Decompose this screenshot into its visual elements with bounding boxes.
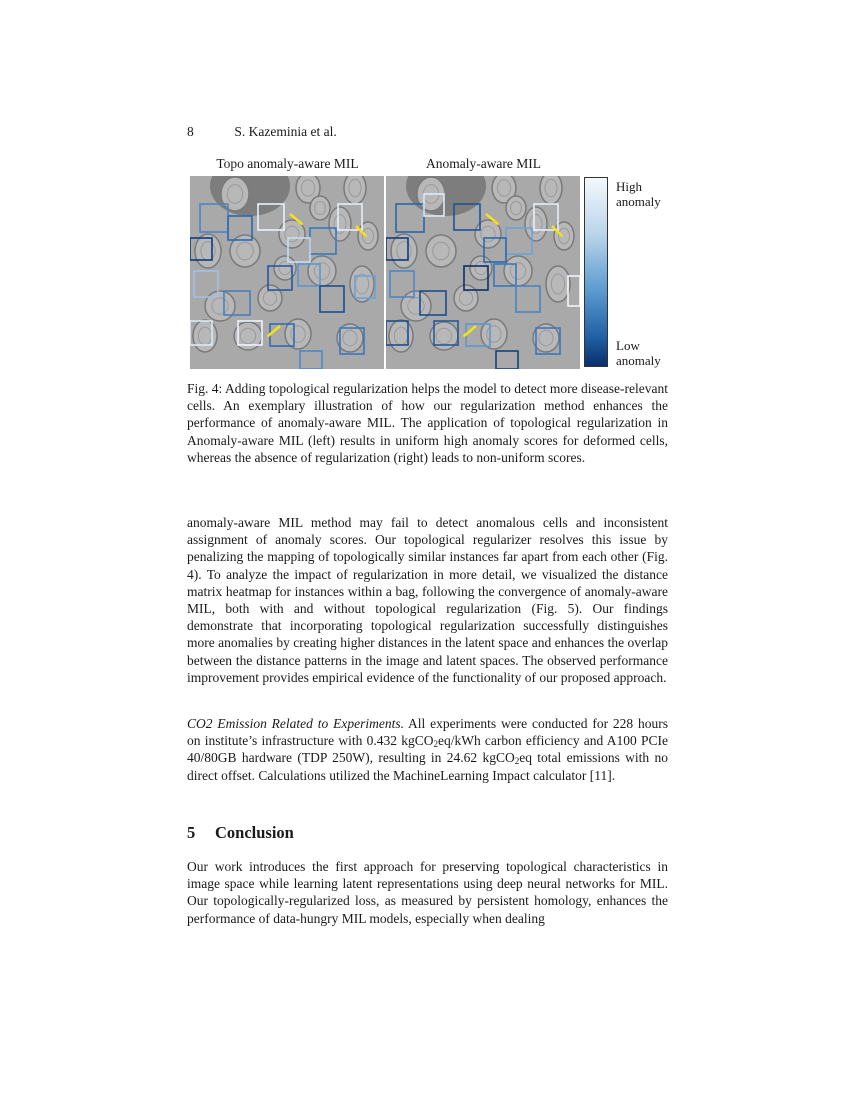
yellow-arrow-head xyxy=(463,335,465,337)
cell xyxy=(454,285,478,311)
cell xyxy=(205,291,235,321)
cell xyxy=(358,222,378,250)
cell xyxy=(350,266,374,302)
cell xyxy=(310,196,330,220)
cell xyxy=(344,176,366,204)
cell xyxy=(193,320,217,352)
cell xyxy=(308,256,336,286)
section-heading xyxy=(187,823,294,843)
yellow-arrow-head xyxy=(497,223,499,225)
cell xyxy=(540,176,562,204)
cell xyxy=(221,177,249,211)
cell xyxy=(401,291,431,321)
yellow-arrow-head xyxy=(301,223,303,225)
cell xyxy=(389,320,413,352)
left-microscopy-image xyxy=(190,176,384,369)
co2-heading: CO2 Emission Related to Experiments. xyxy=(187,716,404,731)
cell xyxy=(506,196,526,220)
section-number: 5 xyxy=(187,823,196,842)
colorbar-high-label: High anomaly xyxy=(616,179,661,209)
page-number: 8 xyxy=(187,124,194,139)
right-microscopy-image xyxy=(386,176,580,369)
cell xyxy=(546,266,570,302)
cell xyxy=(525,207,547,241)
body-paragraph-3: Our work introduces the first approach for preserving topological characteristics in image space while learning latent representations using deep neural networks for MIL. Our topologically-regularized loss, as measured by persistent homology, enhances the performance of data-hungry MIL models, especially when dealing xyxy=(187,859,668,926)
running-header xyxy=(187,124,337,140)
cell xyxy=(258,285,282,311)
body-paragraph-2: CO2 Emission Related to Experiments. All experiments were conducted for 228 hours on institute’s infrastructure with 0.432 kgCO$_2$eq/kWh carbon efficiency and A100 PCIe 40/80GB hardware (TDP 250W), resulting in 24.62 kgCO$_2$eq total emissions with no direct offset. Calculations utilized the MachineLearning Impact calculator [11]. xyxy=(187,716,668,783)
section-title: Conclusion xyxy=(215,823,294,842)
cell xyxy=(504,256,532,286)
body-paragraph-1: anomaly-aware MIL method may fail to detect anomalous cells and inconsistent assignment of anomaly scores. Our topological regularizer resolves this issue by penalizing the mapping of topologically similar instances far apart from each other (Fig. 4). To analyze the impact of regularization in more detail, we visualized the distance matrix heatmap for instances within a bag, following the convergence of anomaly-aware MIL, both with and without topological regularization (Fig. 5). Our findings demonstrate that incorporating topological regularization successfully distinguishes more anomalies by creating higher distances in the latent space and enhances the overlap between the distance patterns in the image and latent spaces. The observed performance improvement provides empirical evidence of the functionality of our proposed approach. xyxy=(187,515,668,685)
yellow-arrow-head xyxy=(561,235,563,237)
yellow-arrow-head xyxy=(267,335,269,337)
cell xyxy=(195,234,221,268)
figure-caption: Fig. 4: Adding topological regularization helps the model to detect more disease-relevant cells. An exemplary illustration of how our regularization method enhances the performance of anomaly-aware MIL. The application of topological regularization in Anomaly-aware MIL (left) results in uniform high anomaly scores for deformed cells, whereas the absence of regularization (right) leads to non-uniform scores. xyxy=(187,381,668,465)
running-authors: S. Kazeminia et al. xyxy=(234,124,337,139)
cell xyxy=(554,222,574,250)
cell xyxy=(391,234,417,268)
cell xyxy=(329,207,351,241)
yellow-arrow-head xyxy=(365,235,367,237)
left-panel-title: Topo anomaly-aware MIL xyxy=(216,156,359,171)
anomaly-colorbar xyxy=(584,177,608,367)
colorbar-low-label: Low anomaly xyxy=(616,338,661,368)
right-panel-title: Anomaly-aware MIL xyxy=(425,156,542,171)
cell xyxy=(426,235,456,267)
